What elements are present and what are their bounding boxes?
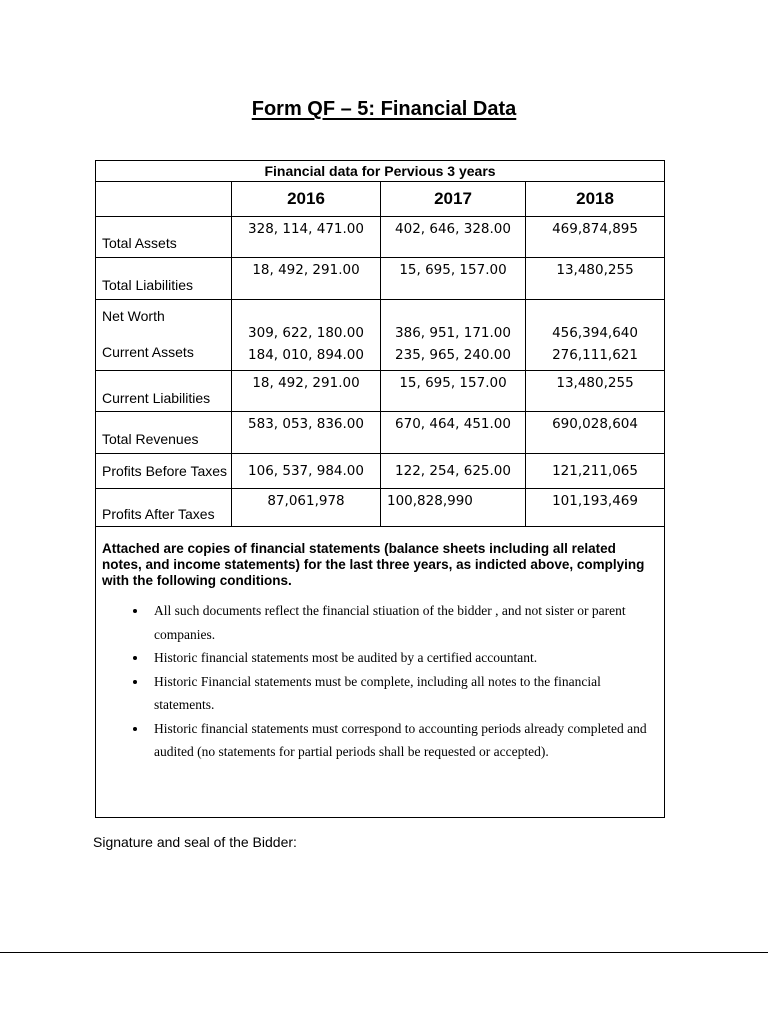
row-label-profits-before-taxes: Profits Before Taxes — [102, 462, 228, 479]
cell-value: 469,874,895 — [526, 217, 665, 258]
table-row — [96, 454, 665, 489]
table-row — [96, 217, 665, 258]
cell-value: 18, 492, 291.00 — [232, 371, 381, 412]
table-row — [96, 489, 665, 527]
cell-value: 402, 646, 328.00 — [381, 217, 526, 258]
row-label-profits-after-taxes: Profits After Taxes — [96, 489, 232, 527]
cell-value: 122, 254, 625.00 — [381, 454, 526, 489]
cell-value: 583, 053, 836.00 — [232, 412, 381, 454]
year-header-row — [96, 182, 665, 217]
list-item: • Historic financial statements most be audited by a certified accountant. — [148, 646, 658, 670]
year-2017: 2017 — [381, 182, 526, 217]
table-row — [96, 371, 665, 412]
cell-value: 690,028,604 — [526, 412, 665, 454]
cell-value: 235, 965, 240.00 — [395, 347, 511, 363]
cell-value: 106, 537, 984.00 — [232, 454, 381, 489]
table-row — [96, 412, 665, 454]
table-row — [96, 258, 665, 300]
row-label-cell — [96, 454, 232, 489]
page-divider — [0, 952, 768, 953]
cell-value: 386, 951, 171.00 — [395, 325, 511, 341]
conditions-section — [96, 527, 665, 818]
form-title: Form QF – 5: Financial Data — [251, 98, 517, 120]
row-label-current-liabilities: Current Liabilities — [96, 371, 232, 412]
financial-data-table — [95, 160, 665, 818]
merged-value-cell — [232, 300, 381, 371]
cell-value: 87,061,978 — [232, 489, 381, 527]
list-item: • Historic Financial statements must be complete, including all notes to the financial statements. — [148, 670, 658, 717]
row-label-current-assets: Current Assets — [102, 344, 194, 360]
cell-value: 456,394,640 — [552, 325, 638, 341]
row-label-total-revenues: Total Revenues — [96, 412, 232, 454]
conditions-list — [102, 599, 658, 764]
row-label-total-assets: Total Assets — [96, 217, 232, 258]
list-item: • All such documents reflect the financial stiuation of the bidder , and not sister or parent companies. — [148, 599, 658, 646]
cell-value: 13,480,255 — [526, 258, 665, 300]
list-item: • Historic financial statements must correspond to accounting periods already completed and audited (no statements for partial periods shall be requested or accepted). — [148, 717, 658, 764]
merged-label-cell — [96, 300, 232, 371]
merged-value-cell — [526, 300, 665, 371]
cell-value: 13,480,255 — [526, 371, 665, 412]
row-label-total-liabilities: Total Liabilities — [96, 258, 232, 300]
table-row — [96, 300, 665, 371]
cell-value: 309, 622, 180.00 — [248, 325, 364, 341]
cell-value: 328, 114, 471.00 — [232, 217, 381, 258]
cell-value: 18, 492, 291.00 — [232, 258, 381, 300]
cell-value: 121,211,065 — [526, 454, 665, 489]
cell-value: 276,111,621 — [552, 347, 638, 363]
table-caption: Financial data for Pervious 3 years — [96, 161, 665, 182]
cell-value: 15, 695, 157.00 — [381, 258, 526, 300]
cell-value: 100,828,990 — [381, 489, 526, 527]
cell-value: 101,193,469 — [526, 489, 665, 527]
conditions-intro: Attached are copies of financial statements (balance sheets including all related notes, and income statements) for the last three years, as indicted above, complying with the following conditions. — [102, 541, 645, 588]
cell-value: 15, 695, 157.00 — [381, 371, 526, 412]
corner-cell — [96, 182, 232, 217]
merged-value-cell — [381, 300, 526, 371]
row-label-net-worth: Net Worth — [102, 308, 165, 324]
cell-value: 670, 464, 451.00 — [381, 412, 526, 454]
year-2016: 2016 — [232, 182, 381, 217]
cell-value: 184, 010, 894.00 — [248, 347, 364, 363]
year-2018: 2018 — [526, 182, 665, 217]
signature-label: Signature and seal of the Bidder: — [93, 834, 297, 850]
